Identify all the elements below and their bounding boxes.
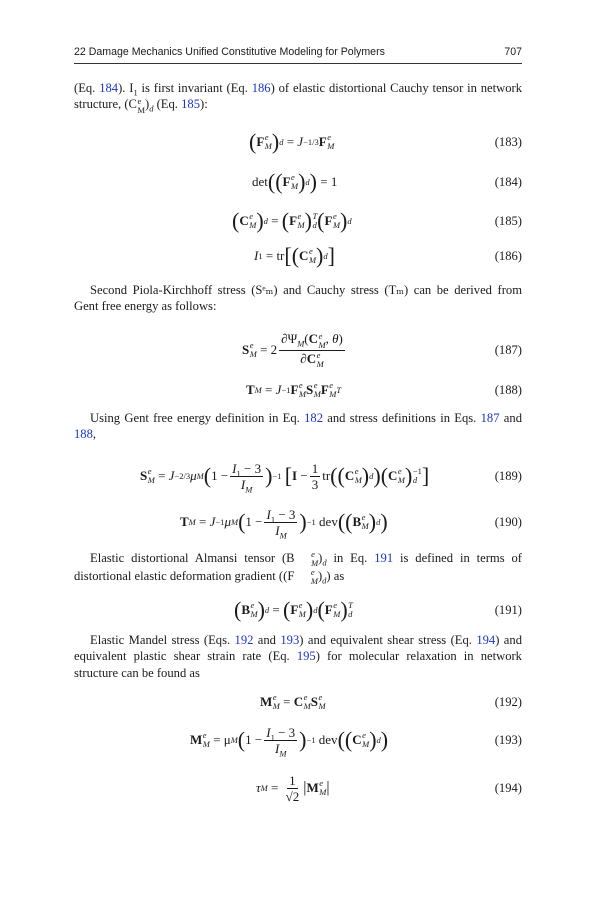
- link-eq-182[interactable]: 182: [304, 411, 323, 425]
- header-rule: [74, 63, 522, 64]
- equation-number-192: (192): [494, 694, 522, 709]
- equation-183-body: ( F e M ) d = J −1/3 F e M: [249, 129, 335, 154]
- equation-number-189: (189): [494, 468, 522, 483]
- equation-189: [74, 456, 522, 496]
- link-eq-188[interactable]: 188: [74, 427, 93, 442]
- equation-191: [74, 594, 522, 626]
- equation-number-185: (185): [494, 213, 522, 228]
- equation-193: [74, 718, 522, 762]
- link-eq-184[interactable]: 184: [99, 81, 119, 95]
- equation-number-193: (193): [494, 732, 522, 747]
- equation-194: [74, 768, 522, 808]
- paragraph-intro: (Eq. 184). $I_1$ is first invariant (Eq. 186) of elastic distortional Cauchy tensor in network structure, (C e M )$_d$ (Eq. 185):: [74, 81, 523, 115]
- equation-184: [74, 166, 522, 198]
- paragraph-gent-definition: Using Gent free energy definition in Eq. 182 and stress definitions in Eqs. 187 and 188,: [74, 411, 522, 442]
- equation-number-194: (194): [494, 780, 522, 795]
- equation-188-body: T M = J −1 F e M S e M F e M T: [246, 380, 342, 399]
- equation-190-body: T M = J −1 μ M ( 1 − $\frac{I_1 - 3}{I_M}$ ) −1 dev ( ( B e M ) d ): [180, 506, 388, 541]
- equation-194-body: τ M = $\frac{1}{√2}$ | M e M |: [256, 772, 330, 804]
- link-eq-194[interactable]: 194: [476, 633, 496, 647]
- equation-186: [74, 240, 522, 272]
- equation-192: [74, 686, 522, 718]
- equation-number-184: (184): [494, 174, 522, 189]
- link-eq-185[interactable]: 185: [181, 97, 200, 112]
- equation-number-187: (187): [494, 342, 522, 357]
- equation-number-190: (190): [494, 514, 522, 529]
- running-header: [74, 46, 522, 64]
- equation-185: [74, 205, 522, 237]
- link-eq-187[interactable]: 187: [480, 411, 500, 425]
- equation-number-183: (183): [494, 134, 522, 149]
- equation-191-body: ( B e M ) d = ( F e M ) d ( F e M ) T d: [234, 597, 353, 622]
- equation-187-body: S e M = 2 $\partial\Psi_M(C$ e M , θ) ∂C e M: [242, 330, 343, 369]
- equation-187: [74, 330, 522, 370]
- link-eq-193[interactable]: 193: [280, 633, 300, 647]
- equation-193-body: M e M = μ M ( 1 − $\frac{I_1 - 3}{I_M}$ ) −1 dev ( ( C e M ) d ): [190, 724, 389, 759]
- equation-188: [74, 374, 522, 406]
- link-eq-192[interactable]: 192: [234, 633, 254, 647]
- paragraph-mandel: Elastic Mandel stress (Eqs. 192 and 193) and equivalent shear stress (Eq. 194) and equivalent plastic shear strain rate (Eq. 195) for molecular relaxation in network structure can be found as: [74, 633, 522, 680]
- equation-190: [74, 502, 522, 542]
- equation-186-body: I 1 = tr [ ( C e M ) d ]: [254, 243, 335, 268]
- running-header-title: 22 Damage Mechanics Unified Constitutive Modeling for Polymers: [74, 46, 385, 58]
- equation-189-body: S e M = J −2/3 μ M ( 1 − $\frac{I_1 - 3}{I_M}$ ) −1 [ I − $\frac{1}{3}$ tr ( ( C e M ) d ) ( C e M ) −1 d ]: [140, 460, 430, 495]
- link-eq-191[interactable]: 191: [374, 551, 394, 565]
- equation-184-body: det ( ( F e M ) d ) = 1: [252, 169, 338, 194]
- paragraph-almansi: Elastic distortional Almansi tensor (B e M )$_d$ in Eq. 191 is defined in terms of distortional elastic deformation gradient ((F e M )$_d$) as: [74, 549, 522, 587]
- link-eq-186[interactable]: 186: [251, 81, 271, 95]
- equation-number-188: (188): [494, 382, 522, 397]
- page-number: 707: [504, 46, 522, 58]
- paragraph-piola-kirchhoff: Second Piola-Kirchhoff stress (Sᵉₘ) and Cauchy stress (Tₘ) can be derived from Gent free energy as follows:: [74, 283, 522, 314]
- equation-192-body: M e M = C e M S e M: [260, 692, 326, 711]
- equation-number-191: (191): [494, 602, 522, 617]
- equation-number-186: (186): [494, 248, 522, 263]
- link-eq-195[interactable]: 195: [296, 649, 316, 664]
- equation-185-body: ( C e M ) d = ( F e M ) T d ( F e M ) d: [232, 208, 352, 233]
- equation-183: [74, 126, 522, 158]
